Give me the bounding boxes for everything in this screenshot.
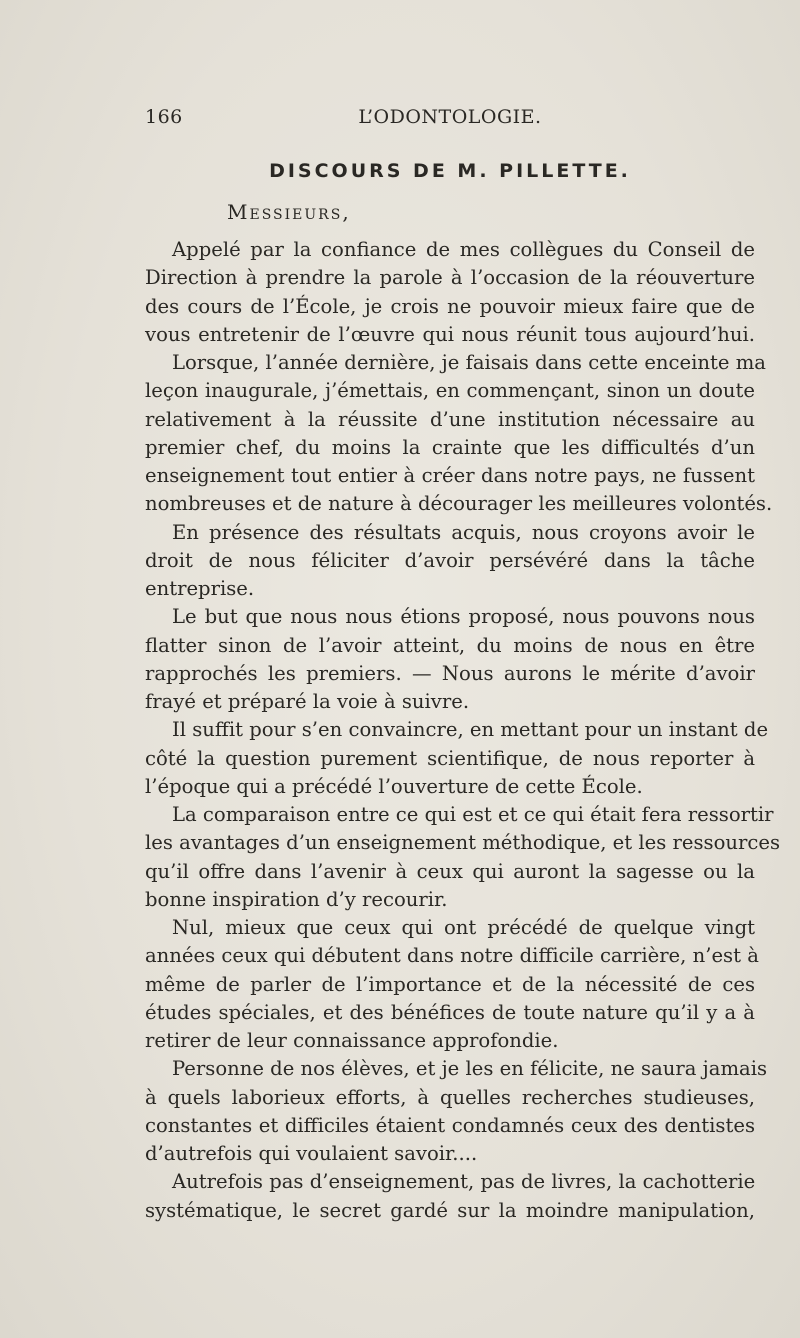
text-line: Il suffit pour s’en convaincre, en mettant pour un instant de bbox=[172, 718, 769, 742]
text-line: Personne de nos élèves, et je les en félicite, ne saura jamais bbox=[172, 1057, 768, 1081]
text-line: bonne inspiration d’y recourir. bbox=[145, 887, 448, 911]
text-line: Le but que nous nous étions proposé, nous pouvons nous bbox=[172, 605, 755, 629]
text-line: vous entretenir de l’œuvre qui nous réunit tous aujourd’hui. bbox=[145, 322, 755, 346]
text-line: études spéciales, et des bénéfices de toute nature qu’il y a à bbox=[145, 1000, 755, 1024]
page-number: 166 bbox=[145, 106, 183, 128]
text-line: les avantages d’un enseignement méthodique, et les ressources bbox=[145, 831, 781, 855]
text-line: relativement à la réussite d’une institution nécessaire au bbox=[145, 407, 755, 431]
text-line: entreprise. bbox=[145, 577, 255, 600]
text-line: l’époque qui a précédé l’ouverture de cette École. bbox=[145, 774, 643, 798]
text-line: qu’il offre dans l’avenir à ceux qui auront la sagesse ou la bbox=[145, 859, 755, 883]
text-line: systématique, le secret gardé sur la moindre manipulation, bbox=[145, 1198, 755, 1222]
text-line: Lorsque, l’année dernière, je faisais dans cette enceinte ma bbox=[172, 351, 766, 374]
text-line: côté la question purement scientifique, de nous reporter à bbox=[145, 746, 755, 770]
text-line: flatter sinon de l’avoir atteint, du moins de nous en être bbox=[145, 633, 755, 657]
body-text bbox=[145, 236, 781, 1225]
text-line: premier chef, du moins la crainte que les difficultés d’un bbox=[145, 435, 755, 459]
text-line: années ceux qui débutent dans notre difficile carrière, n’est à bbox=[145, 944, 759, 968]
text-line: Nul, mieux que ceux qui ont précédé de quelque vingt bbox=[172, 916, 755, 939]
text-line: Appelé par la confiance de mes collègues du Conseil de bbox=[172, 238, 755, 261]
text-line: rapprochés les premiers. — Nous aurons le mérite d’avoir bbox=[145, 661, 755, 685]
text-line: La comparaison entre ce qui est et ce qui était fera ressortir bbox=[172, 803, 774, 826]
text-line: leçon inaugurale, j’émettais, en commençant, sinon un doute bbox=[145, 379, 755, 403]
text-line: à quels laborieux efforts, à quelles recherches studieuses, bbox=[145, 1085, 755, 1109]
text-line: droit de nous féliciter d’avoir persévéré dans la tâche bbox=[145, 548, 755, 572]
section-title: DISCOURS DE M. PILLETTE. bbox=[269, 160, 631, 182]
text-line: enseignement tout entier à créer dans notre pays, ne fussent bbox=[145, 464, 755, 487]
salutation: Messieurs, bbox=[227, 200, 351, 224]
text-line: Direction à prendre la parole à l’occasion de la réouverture bbox=[145, 266, 755, 290]
text-line: frayé et préparé la voie à suivre. bbox=[145, 690, 470, 713]
text-line: Autrefois pas d’enseignement, pas de livres, la cachotterie bbox=[172, 1170, 756, 1194]
text-line: nombreuses et de nature à décourager les meilleures volontés. bbox=[145, 492, 773, 516]
text-line: retirer de leur connaissance approfondie. bbox=[145, 1029, 559, 1052]
text-line: même de parler de l’importance et de la nécessité de ces bbox=[145, 972, 755, 996]
text-line: d’autrefois qui voulaient savoir.... bbox=[145, 1142, 478, 1165]
running-title: L’ODONTOLOGIE. bbox=[358, 106, 542, 128]
text-line: des cours de l’École, je crois ne pouvoir mieux faire que de bbox=[145, 294, 755, 318]
text-line: En présence des résultats acquis, nous croyons avoir le bbox=[172, 520, 755, 544]
text-line: constantes et difficiles étaient condamnés ceux des dentistes bbox=[145, 1113, 755, 1137]
page-header bbox=[145, 106, 755, 136]
